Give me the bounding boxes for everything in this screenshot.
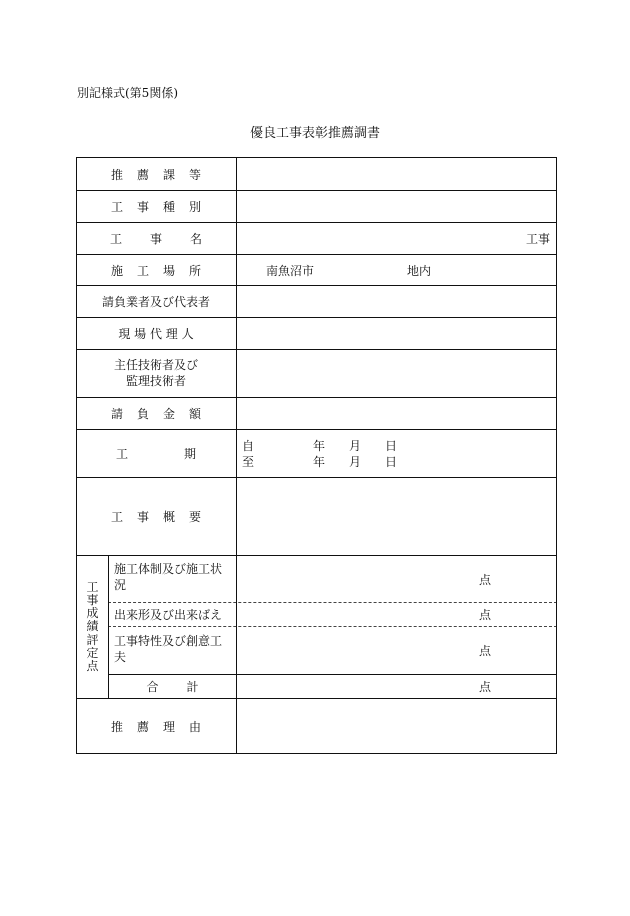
unit-ten: 点 <box>479 680 492 694</box>
unit-ten: 点 <box>479 608 492 622</box>
koki-to-year: 年 <box>313 455 326 469</box>
label-dekigata: 出来形及び出来ばえ <box>114 608 223 622</box>
unit-ten: 点 <box>479 572 492 587</box>
koki-to-day: 日 <box>385 455 398 469</box>
input-ukeoi-gyosha[interactable] <box>237 286 556 317</box>
label-genba-dairinin: 現 場 代 理 人 <box>118 327 194 341</box>
form-reference: 別記様式(第5関係) <box>77 86 178 100</box>
label-koki: 工 期 <box>115 447 197 461</box>
input-seko-basho[interactable] <box>237 255 556 285</box>
label-suisen-riyu: 推 薦 理 由 <box>110 719 202 734</box>
label-koji-gaiyo: 工 事 概 要 <box>110 510 202 524</box>
input-gokei-score[interactable] <box>237 675 556 698</box>
koki-from-label: 自 <box>242 439 255 453</box>
place-suffix: 地内 <box>407 263 432 278</box>
document-title: 優良工事表彰推薦調書 <box>249 126 380 141</box>
label-ukeoi-kingaku: 請 負 金 額 <box>110 407 202 421</box>
input-dekigata-score[interactable] <box>237 603 556 626</box>
input-seko-taisei-score[interactable] <box>237 556 556 602</box>
koki-from-month: 月 <box>349 439 362 453</box>
label-ukeoi-gyosha: 請負業者及び代表者 <box>101 295 210 309</box>
koki-to-month: 月 <box>349 455 362 469</box>
city-name: 南魚沼市 <box>266 263 315 278</box>
input-koji-mei[interactable] <box>237 223 556 254</box>
label-koji-shubetsu: 工 事 種 別 <box>110 200 202 214</box>
koji-suffix: 工事 <box>525 232 550 246</box>
input-koji-tokusei-score[interactable] <box>237 627 556 674</box>
label-seko-taisei: 施工体制及び施工状 況 <box>114 562 223 593</box>
input-ukeoi-kingaku[interactable] <box>237 398 556 429</box>
recommendation-form-table <box>76 157 557 754</box>
input-suisen-ka[interactable] <box>237 158 556 190</box>
label-seiseki-hyoteiten: 工 事 成 績 評 定 点 <box>86 579 99 673</box>
input-genba-dairinin[interactable] <box>237 318 556 349</box>
koki-from-year: 年 <box>313 439 326 453</box>
unit-ten: 点 <box>479 644 492 658</box>
label-seko-basho: 施 工 場 所 <box>110 263 202 278</box>
input-suisen-riyu[interactable] <box>237 699 556 753</box>
input-koji-shubetsu[interactable] <box>237 191 556 222</box>
input-gijutsusha[interactable] <box>237 350 556 397</box>
koki-from-day: 日 <box>385 439 398 453</box>
koki-to-label: 至 <box>242 455 255 469</box>
label-koji-mei: 工 事 名 <box>109 232 203 246</box>
input-koji-gaiyo[interactable] <box>237 478 556 555</box>
label-gokei: 合 計 <box>146 680 199 694</box>
label-suisen-ka: 推 薦 課 等 <box>110 167 202 182</box>
label-koji-tokusei: 工事特性及び創意工 夫 <box>114 634 223 665</box>
label-gijutsusha: 主任技術者及び 監理技術者 <box>113 357 198 388</box>
input-koki[interactable] <box>237 430 556 477</box>
